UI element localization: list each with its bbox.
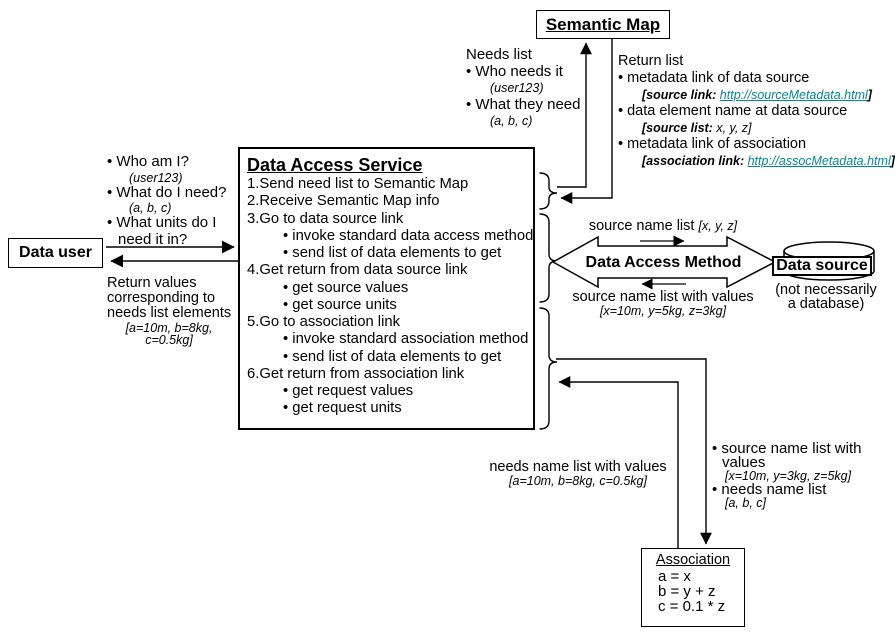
das-step: 4.Get return from data source link [247, 262, 468, 279]
association-request-item: • source name list with [712, 440, 862, 457]
source-metadata-link[interactable]: http://sourceMetadata.html [719, 88, 868, 102]
data-access-service-box [238, 147, 535, 430]
source-link-prefix: [source link: [642, 88, 720, 102]
das-substep: • get request values [283, 383, 414, 399]
source-request-note: [x, y, z] [698, 219, 738, 233]
das-substep: • get source units [283, 296, 397, 313]
das-step: 6.Get return from association link [247, 365, 465, 382]
needs-list-title: Needs list [466, 46, 532, 63]
association-title: Association [655, 552, 731, 568]
needs-response-note: [a=10m, b=8kg, c=0.5kg] [509, 474, 647, 488]
das-substep: • invoke standard association method [283, 331, 529, 348]
arrow-service-to-association [556, 359, 706, 544]
data-source-note-line: (not necessarily [775, 282, 877, 298]
source-response-text: source name list with values [572, 289, 754, 305]
return-list-item: • metadata link of data source [618, 70, 810, 86]
needs-list-item-note: (user123) [490, 81, 544, 95]
das-step: 2.Receive Semantic Map info [247, 193, 440, 210]
association-box [641, 548, 745, 627]
needs-list-item-note: (a, b, c) [490, 114, 533, 128]
source-response-label [553, 290, 773, 318]
return-values-line: corresponding to [107, 290, 216, 307]
association-equation: b = y + z [658, 583, 716, 601]
das-step: 1.Send need list to Semantic Map [247, 176, 469, 192]
source-list-values: x, y, z] [712, 121, 752, 135]
return-values-block [107, 276, 237, 347]
return-values-line: Return values [107, 275, 197, 291]
user-question-note: (a, b, c) [129, 201, 172, 215]
return-list-block [618, 53, 895, 169]
source-link-suffix: ] [867, 88, 872, 102]
brace-steps-5-6 [540, 308, 558, 429]
data-source-label: Data source [776, 257, 868, 274]
data-access-service-title: Data Access Service [247, 155, 423, 175]
semantic-map-title: Semantic Map [545, 15, 661, 34]
association-link-prefix: [association link: [642, 154, 748, 168]
data-source-note-line: a database) [787, 295, 865, 312]
association-request-block [712, 442, 861, 511]
source-list-prefix: [source list: [642, 121, 713, 135]
data-source-box [772, 256, 872, 276]
user-question: need it in? [118, 230, 188, 248]
return-values-line: needs list elements [107, 305, 232, 322]
das-step: 5.Go to association link [247, 314, 400, 330]
user-questions-block [107, 154, 227, 248]
source-response-note: [x=10m, y=5kg, z=3kg] [599, 304, 727, 318]
user-question: • What units do I [107, 214, 217, 231]
association-equation: a = x [658, 568, 691, 585]
needs-list-item: • Who needs it [466, 63, 563, 80]
user-question-note: (user123) [129, 170, 183, 185]
source-request-text: source name list [588, 218, 699, 234]
data-source-note [764, 284, 888, 311]
data-user-box [8, 238, 103, 268]
association-equation: c = 0.1 * z [658, 598, 726, 616]
data-user-label: Data user [19, 244, 92, 261]
return-values-note: c=0.5kg] [145, 333, 193, 348]
das-substep: • send list of data elements to get [283, 245, 502, 261]
das-substep: • get request units [283, 400, 402, 417]
association-request-item: • needs name list [712, 481, 827, 499]
association-request-note: [x=10m, y=3kg, z=5kg] [725, 468, 852, 483]
user-question: • Who am I? [107, 153, 189, 170]
association-request-note: [a, b, c] [725, 496, 766, 511]
das-substep: • get source values [283, 279, 409, 296]
assoc-metadata-link[interactable]: http://assocMetadata.html [747, 154, 891, 168]
association-request-item: values [722, 453, 766, 471]
semantic-map-box [536, 10, 670, 39]
brace-steps-1-2 [540, 173, 558, 209]
return-list-item: • data element name at data source [618, 103, 848, 119]
user-question: • What do I need? [107, 183, 227, 201]
return-list-item-note [618, 87, 895, 103]
association-link-suffix: ] [890, 154, 895, 168]
needs-response-text: needs name list with values [489, 459, 667, 475]
das-substep: • send list of data elements to get [283, 348, 502, 365]
data-access-method-label: Data Access Method [585, 254, 742, 271]
needs-list-block [466, 46, 581, 129]
return-values-note: [a=10m, b=8kg, [125, 320, 213, 335]
return-list-item-note [618, 153, 895, 169]
return-list-item: • metadata link of association [618, 136, 807, 152]
das-substep: • invoke standard data access method [283, 227, 534, 244]
needs-response-label [478, 460, 678, 488]
needs-list-item: • What they need [466, 96, 581, 113]
return-list-item-note [618, 120, 895, 136]
das-step: 3.Go to data source link [247, 210, 404, 227]
source-request-label [553, 218, 773, 234]
return-list-title: Return list [618, 53, 684, 69]
